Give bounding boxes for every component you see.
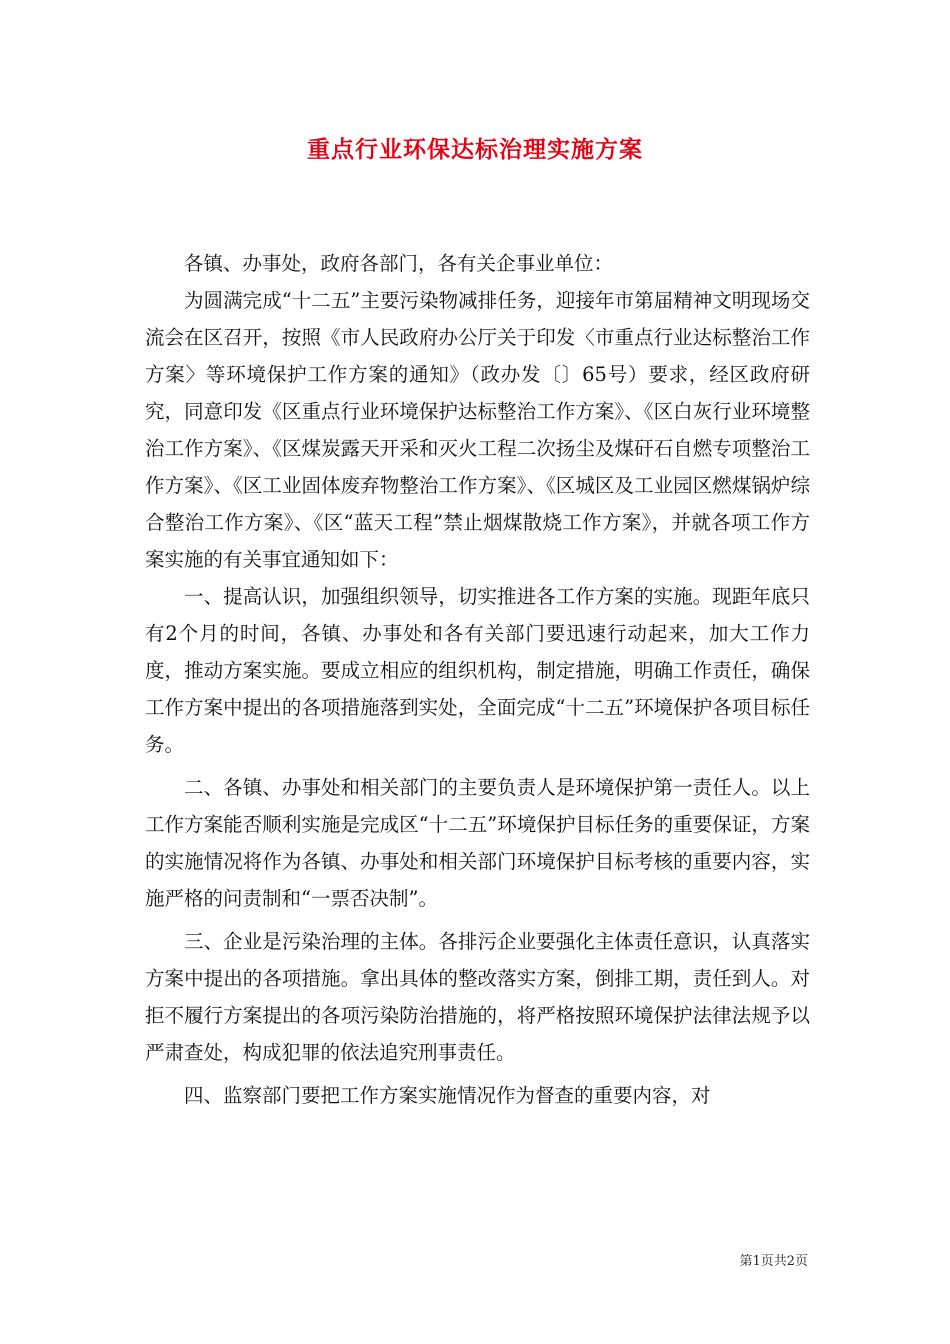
paragraph-section-2: 二、各镇、办事处和相关部门的主要负责人是环境保护第一责任人。以上工作方案能否顺利实施是完成区“十二五”环境保护目标任务的重要保证，方案的实施情况将作为各镇、办事处和相关部门环境保护目标考核的重要内容，实施严格的问责制和“一票否决制”。: [145, 776, 810, 910]
document-title: 重点行业环保达标治理实施方案: [307, 136, 643, 163]
page-number: 第1页共2页: [739, 1254, 808, 1269]
paragraph-section-3: 三、企业是污染治理的主体。各排污企业要强化主体责任意识，认真落实方案中提出的各项措施。拿出具体的整改落实方案，倒排工期，责任到人。对拒不履行方案提出的各项污染防治措施的，将严格按照环境保护法律法规予以严肃查处，构成犯罪的依法追究刑事责任。: [145, 930, 810, 1064]
paragraph-section-1: 一、提高认识，加强组织领导，切实推进各工作方案的实施。现距年底只有2个月的时间，各镇、办事处和各有关部门要迅速行动起来，加大工作力度，推动方案实施。要成立相应的组织机构，制定措施，明确工作责任，确保工作方案中提出的各项措施落到实处，全面完成“十二五”环境保护各项目标任务。: [145, 585, 810, 756]
document-body: [145, 245, 810, 1114]
salutation: 各镇、办事处，政府各部门，各有关企事业单位：: [184, 252, 614, 275]
paragraph-intro: 为圆满完成“十二五”主要污染物减排任务，迎接年市第届精神文明现场交流会在区召开，按照《市人民政府办公厅关于印发〈市重点行业达标整治工作方案〉等环境保护工作方案的通知》（政办发〔〕65号）要求，经区政府研究，同意印发《区重点行业环境保护达标整治工作方案》、《区白灰行业环境整治工作方案》、《区煤炭露天开采和灭火工程二次扬尘及煤矸石自燃专项整治工作方案》、《区工业固体废弃物整治工作方案》、《区城区及工业园区燃煤锅炉综合整治工作方案》、《区“蓝天工程”禁止烟煤散烧工作方案》，并就各项工作方案实施的有关事宜通知如下：: [145, 289, 810, 571]
paragraph-section-4: 四、监察部门要把工作方案实施情况作为督查的重要内容，对: [184, 1084, 711, 1107]
